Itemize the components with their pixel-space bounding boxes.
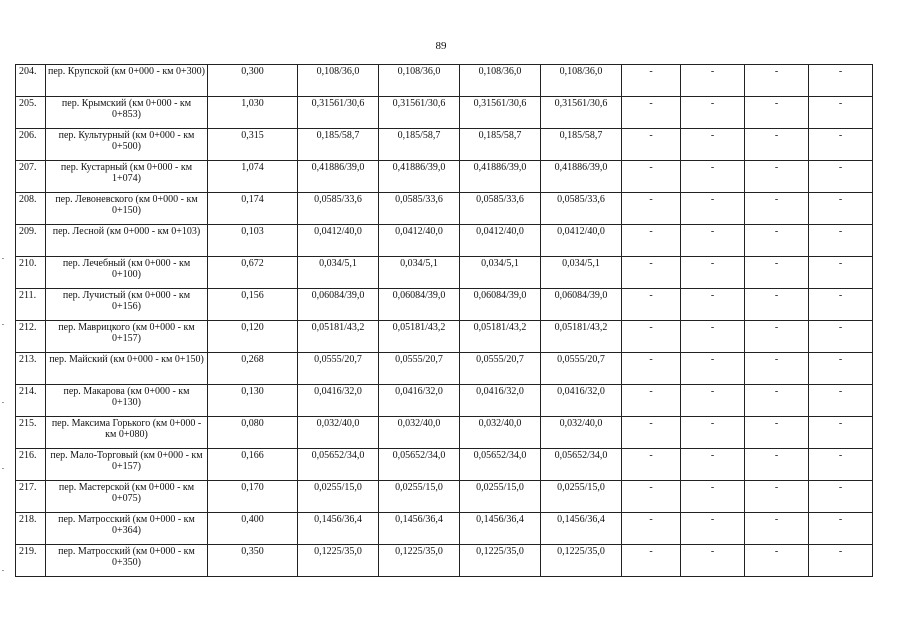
value-cell-4: 0,0416/32,0 (541, 385, 622, 417)
empty-cell-1: - (622, 65, 681, 97)
length-cell: 0,120 (208, 321, 298, 353)
empty-cell-2: - (681, 513, 745, 545)
value-cell-2: 0,034/5,1 (379, 257, 460, 289)
value-cell-4: 0,05181/43,2 (541, 321, 622, 353)
table-row (16, 97, 873, 129)
row-number-cell: 215. (16, 417, 46, 449)
value-cell-4: 0,032/40,0 (541, 417, 622, 449)
empty-cell-3: - (745, 97, 809, 129)
empty-cell-3: - (745, 481, 809, 513)
row-number-cell: 216. (16, 449, 46, 481)
value-cell-1: 0,05652/34,0 (298, 449, 379, 481)
empty-cell-4: - (809, 97, 873, 129)
length-cell: 1,030 (208, 97, 298, 129)
empty-cell-2: - (681, 417, 745, 449)
empty-cell-3: - (745, 257, 809, 289)
row-number-cell: 204. (16, 65, 46, 97)
value-cell-3: 0,1225/35,0 (460, 545, 541, 577)
empty-cell-4: - (809, 129, 873, 161)
table-row (16, 321, 873, 353)
value-cell-4: 0,0555/20,7 (541, 353, 622, 385)
value-cell-1: 0,0255/15,0 (298, 481, 379, 513)
row-number-cell: 218. (16, 513, 46, 545)
empty-cell-2: - (681, 321, 745, 353)
empty-cell-2: - (681, 353, 745, 385)
value-cell-1: 0,06084/39,0 (298, 289, 379, 321)
value-cell-1: 0,0416/32,0 (298, 385, 379, 417)
value-cell-4: 0,185/58,7 (541, 129, 622, 161)
table-row (16, 193, 873, 225)
table-row (16, 161, 873, 193)
value-cell-2: 0,0585/33,6 (379, 193, 460, 225)
value-cell-2: 0,108/36,0 (379, 65, 460, 97)
value-cell-4: 0,1456/36,4 (541, 513, 622, 545)
value-cell-4: 0,41886/39,0 (541, 161, 622, 193)
row-number-cell: 209. (16, 225, 46, 257)
empty-cell-2: - (681, 481, 745, 513)
row-number-cell: 213. (16, 353, 46, 385)
length-cell: 0,672 (208, 257, 298, 289)
value-cell-3: 0,0585/33,6 (460, 193, 541, 225)
road-name-cell: пер. Маврицкого (км 0+000 - км 0+157) (46, 321, 208, 353)
value-cell-1: 0,31561/30,6 (298, 97, 379, 129)
page-number: 89 (435, 40, 447, 52)
value-cell-2: 0,185/58,7 (379, 129, 460, 161)
table-row (16, 481, 873, 513)
roads-table (15, 64, 873, 577)
road-name-cell: пер. Крымский (км 0+000 - км 0+853) (46, 97, 208, 129)
table-row (16, 289, 873, 321)
empty-cell-4: - (809, 417, 873, 449)
road-name-cell: пер. Матросский (км 0+000 - км 0+350) (46, 545, 208, 577)
length-cell: 0,130 (208, 385, 298, 417)
value-cell-3: 0,31561/30,6 (460, 97, 541, 129)
road-name-cell: пер. Левоневского (км 0+000 - км 0+150) (46, 193, 208, 225)
road-name-cell: пер. Макарова (км 0+000 - км 0+130) (46, 385, 208, 417)
value-cell-3: 0,108/36,0 (460, 65, 541, 97)
table-row (16, 353, 873, 385)
empty-cell-2: - (681, 193, 745, 225)
empty-cell-3: - (745, 353, 809, 385)
empty-cell-1: - (622, 321, 681, 353)
value-cell-2: 0,1456/36,4 (379, 513, 460, 545)
value-cell-3: 0,0255/15,0 (460, 481, 541, 513)
value-cell-3: 0,032/40,0 (460, 417, 541, 449)
value-cell-2: 0,05181/43,2 (379, 321, 460, 353)
empty-cell-4: - (809, 65, 873, 97)
empty-cell-1: - (622, 417, 681, 449)
value-cell-1: 0,108/36,0 (298, 65, 379, 97)
row-number-cell: 217. (16, 481, 46, 513)
row-number-cell: 205. (16, 97, 46, 129)
road-name-cell: пер. Кустарный (км 0+000 - км 1+074) (46, 161, 208, 193)
row-number-cell: 210. (16, 257, 46, 289)
empty-cell-2: - (681, 289, 745, 321)
length-cell: 0,103 (208, 225, 298, 257)
road-name-cell: пер. Матросский (км 0+000 - км 0+364) (46, 513, 208, 545)
empty-cell-2: - (681, 65, 745, 97)
row-number-cell: 208. (16, 193, 46, 225)
empty-cell-1: - (622, 289, 681, 321)
empty-cell-3: - (745, 513, 809, 545)
empty-cell-2: - (681, 385, 745, 417)
length-cell: 0,166 (208, 449, 298, 481)
empty-cell-1: - (622, 129, 681, 161)
length-cell: 0,156 (208, 289, 298, 321)
road-name-cell: пер. Максима Горького (км 0+000 - км 0+080) (46, 417, 208, 449)
value-cell-1: 0,41886/39,0 (298, 161, 379, 193)
empty-cell-3: - (745, 289, 809, 321)
empty-cell-4: - (809, 321, 873, 353)
empty-cell-4: - (809, 257, 873, 289)
empty-cell-2: - (681, 449, 745, 481)
table-row (16, 257, 873, 289)
value-cell-4: 0,06084/39,0 (541, 289, 622, 321)
value-cell-2: 0,05652/34,0 (379, 449, 460, 481)
table-row (16, 513, 873, 545)
empty-cell-2: - (681, 257, 745, 289)
length-cell: 0,400 (208, 513, 298, 545)
empty-cell-1: - (622, 449, 681, 481)
value-cell-3: 0,0412/40,0 (460, 225, 541, 257)
table-row (16, 449, 873, 481)
empty-cell-2: - (681, 545, 745, 577)
value-cell-2: 0,31561/30,6 (379, 97, 460, 129)
empty-cell-2: - (681, 97, 745, 129)
empty-cell-4: - (809, 545, 873, 577)
value-cell-4: 0,0585/33,6 (541, 193, 622, 225)
value-cell-1: 0,0412/40,0 (298, 225, 379, 257)
value-cell-1: 0,032/40,0 (298, 417, 379, 449)
row-number-cell: 219. (16, 545, 46, 577)
value-cell-4: 0,05652/34,0 (541, 449, 622, 481)
length-cell: 0,315 (208, 129, 298, 161)
value-cell-1: 0,0555/20,7 (298, 353, 379, 385)
value-cell-2: 0,0416/32,0 (379, 385, 460, 417)
empty-cell-2: - (681, 129, 745, 161)
table-row (16, 225, 873, 257)
value-cell-3: 0,0555/20,7 (460, 353, 541, 385)
road-name-cell: пер. Лучистый (км 0+000 - км 0+156) (46, 289, 208, 321)
value-cell-2: 0,0555/20,7 (379, 353, 460, 385)
value-cell-2: 0,06084/39,0 (379, 289, 460, 321)
road-name-cell: пер. Культурный (км 0+000 - км 0+500) (46, 129, 208, 161)
empty-cell-1: - (622, 193, 681, 225)
value-cell-4: 0,1225/35,0 (541, 545, 622, 577)
value-cell-1: 0,05181/43,2 (298, 321, 379, 353)
empty-cell-1: - (622, 513, 681, 545)
empty-cell-3: - (745, 321, 809, 353)
row-number-cell: 211. (16, 289, 46, 321)
row-number-cell: 214. (16, 385, 46, 417)
road-name-cell: пер. Мастерской (км 0+000 - км 0+075) (46, 481, 208, 513)
row-number-cell: 212. (16, 321, 46, 353)
empty-cell-3: - (745, 417, 809, 449)
value-cell-4: 0,0412/40,0 (541, 225, 622, 257)
empty-cell-4: - (809, 385, 873, 417)
value-cell-1: 0,1456/36,4 (298, 513, 379, 545)
road-name-cell: пер. Майский (км 0+000 - км 0+150) (46, 353, 208, 385)
table-row (16, 545, 873, 577)
value-cell-1: 0,034/5,1 (298, 257, 379, 289)
road-name-cell: пер. Лечебный (км 0+000 - км 0+100) (46, 257, 208, 289)
value-cell-3: 0,0416/32,0 (460, 385, 541, 417)
empty-cell-3: - (745, 161, 809, 193)
length-cell: 0,268 (208, 353, 298, 385)
table-row (16, 65, 873, 97)
empty-cell-2: - (681, 225, 745, 257)
value-cell-2: 0,032/40,0 (379, 417, 460, 449)
empty-cell-1: - (622, 481, 681, 513)
empty-cell-4: - (809, 225, 873, 257)
empty-cell-4: - (809, 289, 873, 321)
empty-cell-3: - (745, 449, 809, 481)
empty-cell-3: - (745, 545, 809, 577)
empty-cell-1: - (622, 161, 681, 193)
table-row (16, 417, 873, 449)
empty-cell-3: - (745, 129, 809, 161)
value-cell-1: 0,185/58,7 (298, 129, 379, 161)
value-cell-3: 0,41886/39,0 (460, 161, 541, 193)
value-cell-4: 0,108/36,0 (541, 65, 622, 97)
value-cell-3: 0,185/58,7 (460, 129, 541, 161)
value-cell-4: 0,31561/30,6 (541, 97, 622, 129)
row-number-cell: 206. (16, 129, 46, 161)
value-cell-1: 0,0585/33,6 (298, 193, 379, 225)
empty-cell-3: - (745, 225, 809, 257)
value-cell-1: 0,1225/35,0 (298, 545, 379, 577)
value-cell-2: 0,0255/15,0 (379, 481, 460, 513)
value-cell-4: 0,0255/15,0 (541, 481, 622, 513)
empty-cell-4: - (809, 193, 873, 225)
value-cell-3: 0,05652/34,0 (460, 449, 541, 481)
value-cell-3: 0,034/5,1 (460, 257, 541, 289)
empty-cell-4: - (809, 481, 873, 513)
length-cell: 0,300 (208, 65, 298, 97)
value-cell-3: 0,1456/36,4 (460, 513, 541, 545)
empty-cell-3: - (745, 65, 809, 97)
empty-cell-2: - (681, 161, 745, 193)
value-cell-3: 0,05181/43,2 (460, 321, 541, 353)
length-cell: 0,174 (208, 193, 298, 225)
value-cell-2: 0,41886/39,0 (379, 161, 460, 193)
value-cell-2: 0,0412/40,0 (379, 225, 460, 257)
value-cell-2: 0,1225/35,0 (379, 545, 460, 577)
road-name-cell: пер. Крупской (км 0+000 - км 0+300) (46, 65, 208, 97)
empty-cell-3: - (745, 193, 809, 225)
value-cell-3: 0,06084/39,0 (460, 289, 541, 321)
empty-cell-4: - (809, 161, 873, 193)
row-number-cell: 207. (16, 161, 46, 193)
table-row (16, 129, 873, 161)
empty-cell-4: - (809, 449, 873, 481)
empty-cell-1: - (622, 385, 681, 417)
length-cell: 0,170 (208, 481, 298, 513)
empty-cell-1: - (622, 353, 681, 385)
length-cell: 0,080 (208, 417, 298, 449)
length-cell: 1,074 (208, 161, 298, 193)
table-body (16, 65, 873, 577)
empty-cell-1: - (622, 545, 681, 577)
empty-cell-1: - (622, 97, 681, 129)
value-cell-4: 0,034/5,1 (541, 257, 622, 289)
empty-cell-4: - (809, 353, 873, 385)
road-name-cell: пер. Мало-Торговый (км 0+000 - км 0+157) (46, 449, 208, 481)
empty-cell-4: - (809, 513, 873, 545)
empty-cell-1: - (622, 257, 681, 289)
road-name-cell: пер. Лесной (км 0+000 - км 0+103) (46, 225, 208, 257)
empty-cell-1: - (622, 225, 681, 257)
table-row (16, 385, 873, 417)
empty-cell-3: - (745, 385, 809, 417)
length-cell: 0,350 (208, 545, 298, 577)
